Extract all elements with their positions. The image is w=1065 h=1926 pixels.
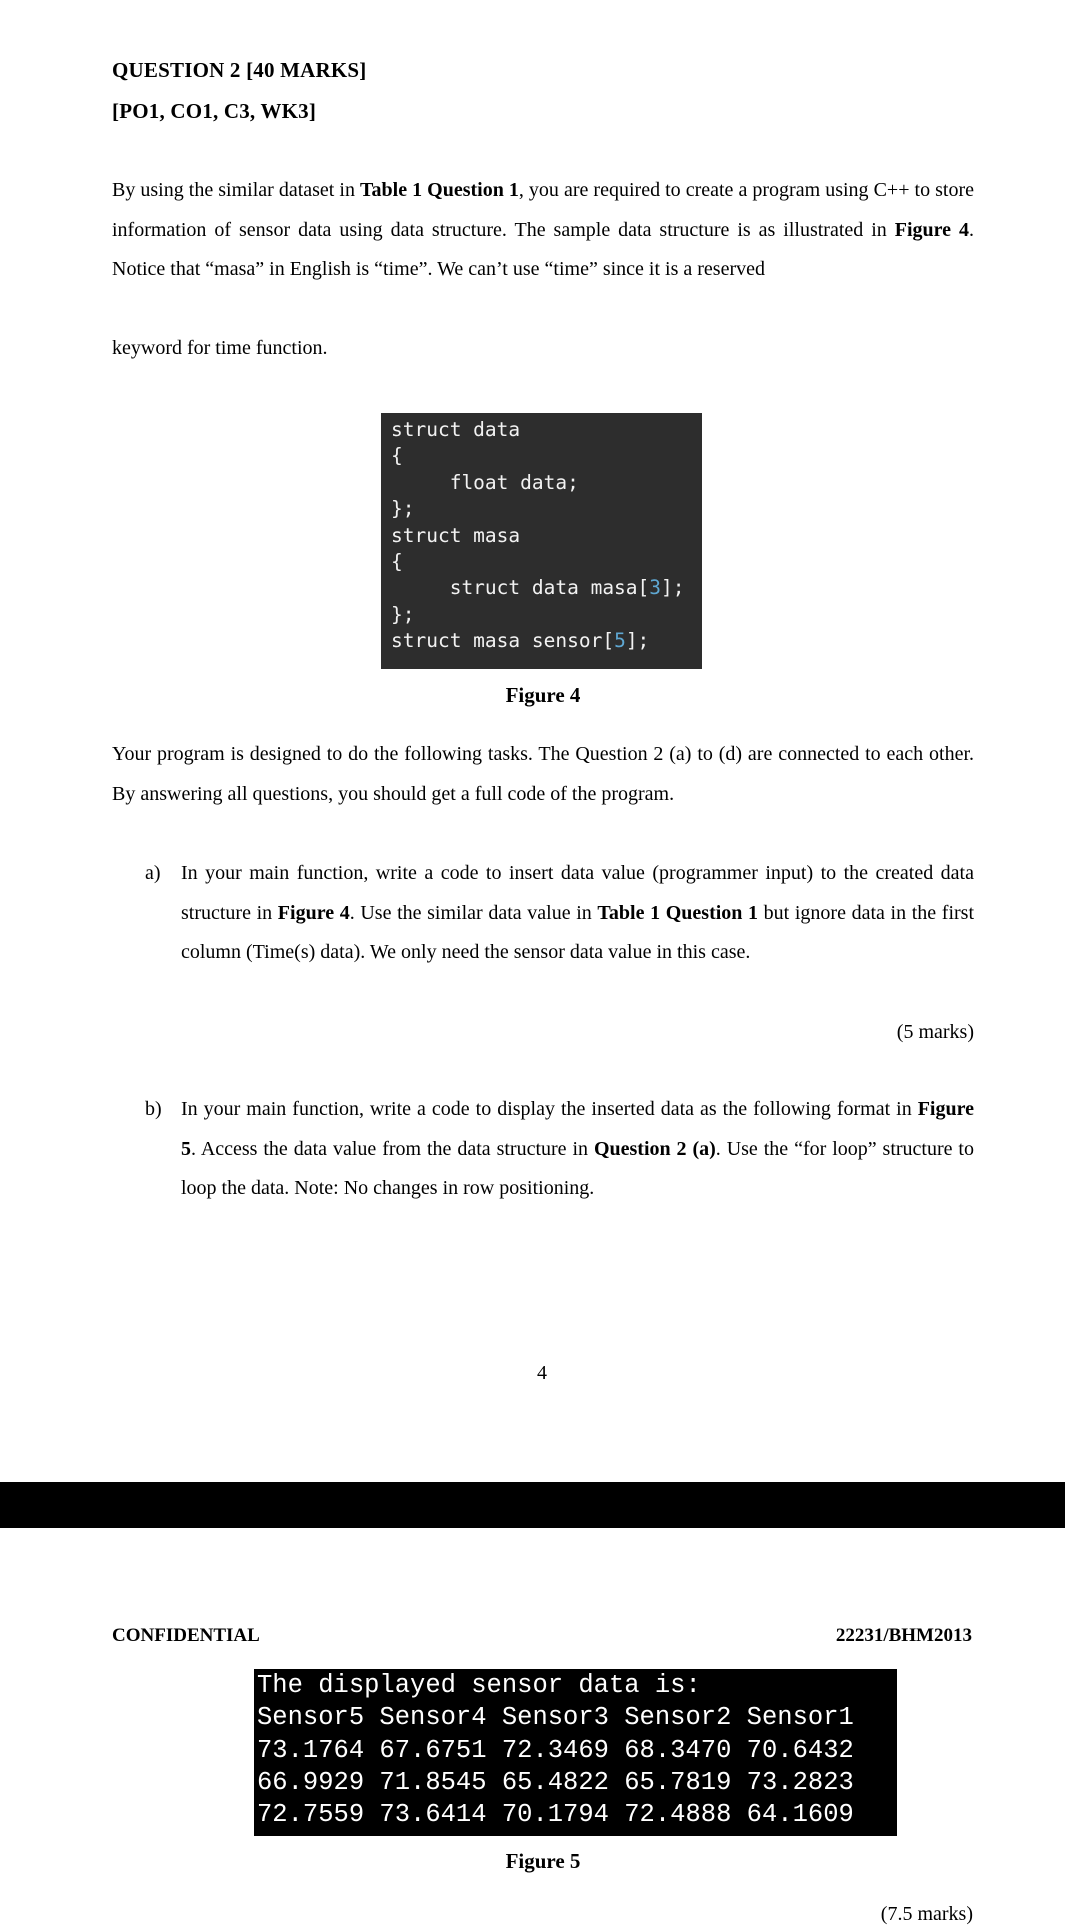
code-figure (381, 413, 702, 669)
page-separator (0, 1482, 1065, 1528)
terminal-line: 72.7559 73.6414 70.1794 72.4888 64.1609 (257, 1800, 854, 1830)
code-line-masa-array (391, 575, 702, 601)
tasks-intro-paragraph: Your program is designed to do the following tasks. The Question 2 (a) to (d) are connected to each other. By answering all questions, you should get a full code of the program. (112, 743, 974, 805)
code-text: struct masa sensor[ (391, 629, 615, 653)
part-a-text-3: but ignore data in the first column (Time(s) data). We only need the sensor data value in this case. (181, 901, 974, 963)
intro-text-1: By using the similar dataset in (112, 179, 361, 201)
code-line: struct masa (391, 523, 521, 547)
terminal-output-figure (254, 1669, 897, 1836)
part-b-text-1: In your main function, write a code to display the inserted data as the following format in (181, 1098, 918, 1120)
code-line-sensor-array (391, 628, 702, 654)
part-b-item (145, 1090, 974, 1209)
part-a-text-2: . Use the similar data value in (349, 901, 598, 924)
figure-4-caption: Figure 4 (505, 683, 581, 707)
code-line: struct data (391, 418, 521, 441)
code-number: 5 (614, 629, 626, 653)
terminal-line: The displayed sensor data is: (257, 1671, 701, 1700)
part-b-bold-question-ref: Question 2 (a) (593, 1137, 716, 1160)
code-number: 3 (649, 576, 662, 600)
part-b-bold-figure-ref: Figure 5 (181, 1098, 974, 1160)
intro-bold-figure-ref: Figure 4 (894, 218, 969, 241)
part-b-text-2: . Access the data value from the data structure in (191, 1137, 594, 1160)
terminal-line: 73.1764 67.6751 72.3469 68.3470 70.6432 (257, 1735, 854, 1765)
part-a-bold-figure-ref: Figure 4 (277, 901, 350, 924)
confidential-label: CONFIDENTIAL (112, 1625, 260, 1646)
question-tags: [PO1, CO1, C3, WK3] (112, 99, 317, 123)
code-line: }; (391, 602, 415, 626)
intro-text-3: . Notice that “masa” in English is “time”. We can’t use “time” since it is a reserved (112, 218, 974, 280)
part-a-text (181, 854, 974, 973)
part-b-letter: b) (145, 1098, 162, 1120)
part-a-item (145, 854, 974, 973)
intro-paragraph (112, 171, 974, 290)
page-number: 4 (537, 1362, 547, 1384)
code-text: ]; (625, 629, 650, 653)
code-line: { (391, 549, 403, 573)
code-line: { (391, 444, 403, 468)
part-a-letter: a) (145, 862, 161, 884)
part-a-bold-table-ref: Table 1 Question 1 (597, 901, 759, 924)
part-b-text (181, 1090, 974, 1209)
part-b-text-3: . Use the “for loop” structure to loop the data. Note: No changes in row positioning. (181, 1137, 974, 1199)
code-line: }; (391, 497, 415, 521)
terminal-line: 66.9929 71.8545 65.4822 65.7819 73.2823 (257, 1767, 854, 1797)
intro-paragraph-end: keyword for time function. (112, 337, 328, 359)
figure-5-caption: Figure 5 (505, 1849, 581, 1873)
intro-bold-table-ref: Table 1 Question 1 (360, 179, 519, 201)
part-a-text-1: In your main function, write a code to insert data value (programmer input) to the created data structure in (181, 862, 974, 924)
part-b-marks: (7.5 marks) (880, 1903, 973, 1925)
code-line: float data; (391, 470, 579, 494)
question-title: QUESTION 2 [40 MARKS] (112, 58, 367, 82)
intro-text-2: , you are required to create a program using C++ to store information of sensor data using data structure. The sample data structure is as illustrated in (112, 179, 974, 241)
code-text: ]; (661, 576, 685, 600)
document-code: 22231/BHM2013 (835, 1625, 972, 1646)
code-text: struct data masa[ (391, 576, 650, 600)
terminal-line: Sensor5 Sensor4 Sensor3 Sensor2 Sensor1 (257, 1703, 854, 1733)
part-a-marks: (5 marks) (896, 1021, 974, 1043)
